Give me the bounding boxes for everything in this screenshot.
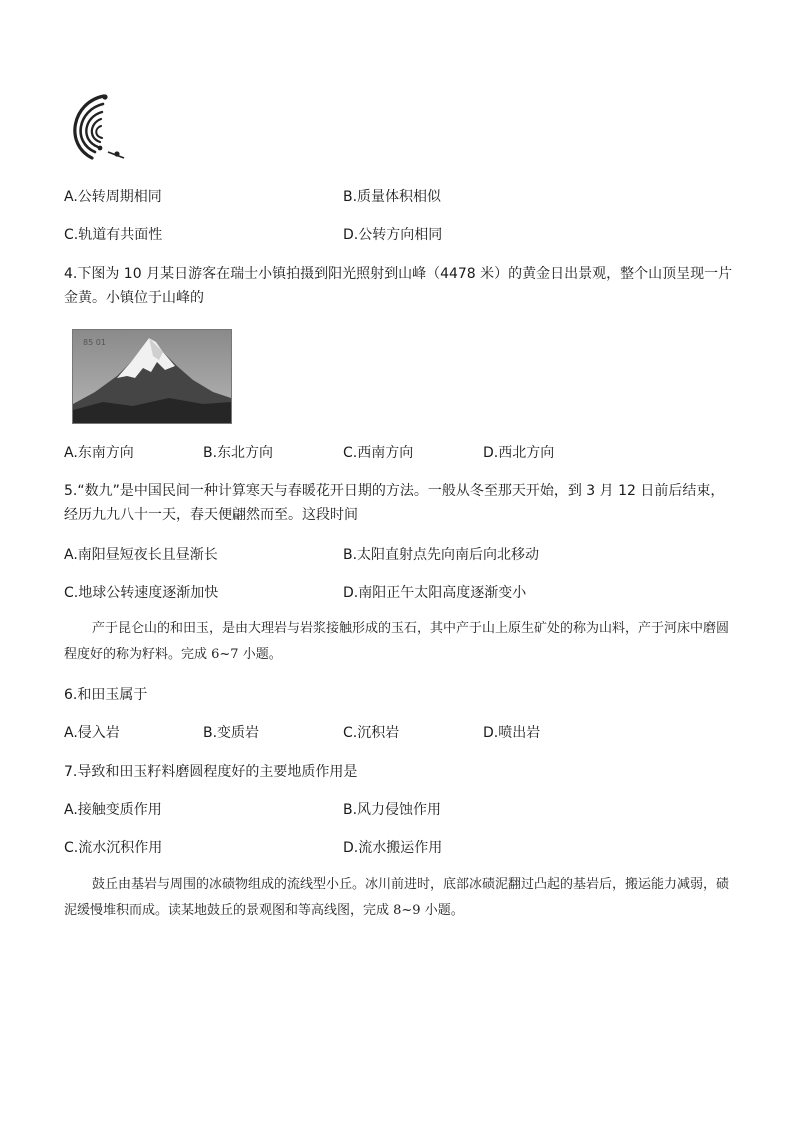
q6-option-a: A.侵入岩 xyxy=(64,725,120,741)
q7-option-a: A.接触变质作用 xyxy=(64,802,162,818)
q7-option-d: D.流水搬运作用 xyxy=(343,840,443,856)
passage-drumlin: 鼓丘由基岩与周围的冰碛物组成的流线型小丘。冰川前进时，底部冰碛泥翻过凸起的基岩后，搬运能力减弱，碛泥缓慢堆积而成。读某地鼓丘的景观图和等高线图，完成 8~9 小题。 xyxy=(64,877,730,918)
q6-option-d: D.喷出岩 xyxy=(483,725,541,741)
q5-option-c: C.地球公转速度逐渐加快 xyxy=(64,585,219,601)
q5-option-a: A.南阳昼短夜长且昼渐长 xyxy=(64,547,218,563)
q5-option-b: B.太阳直射点先向南后向北移动 xyxy=(343,547,540,563)
q3-option-a: A.公转周期相同 xyxy=(64,189,162,205)
mountain-photo xyxy=(72,329,232,424)
q7-stem: 7.导致和田玉籽料磨圆程度好的主要地质作用是 xyxy=(64,764,358,780)
q4-option-a: A.东南方向 xyxy=(64,445,134,461)
passage-hetian-jade: 产于昆仑山的和田玉，是由大理岩与岩浆接触形成的玉石，其中产于山上原生矿处的称为山料，产于河床中磨圆程度好的称为籽料。完成 6~7 小题。 xyxy=(64,621,730,662)
q4-option-b: B.东北方向 xyxy=(203,445,274,461)
planet-orbit-figure xyxy=(64,92,130,164)
photo-annotation: 85 01 xyxy=(83,338,106,347)
q6-option-c: C.沉积岩 xyxy=(343,725,400,741)
q7-option-b: B.风力侵蚀作用 xyxy=(343,802,442,818)
q7-option-c: C.流水沉积作用 xyxy=(64,840,163,856)
q3-option-c: C.轨道有共面性 xyxy=(64,227,163,243)
q4-option-d: D.西北方向 xyxy=(483,445,555,461)
q4-option-c: C.西南方向 xyxy=(343,445,414,461)
q3-option-b: B.质量体积相似 xyxy=(343,189,442,205)
q6-stem: 6.和田玉属于 xyxy=(64,687,148,703)
q3-option-d: D.公转方向相同 xyxy=(343,227,443,243)
q6-option-b: B.变质岩 xyxy=(203,725,260,741)
q4-stem: 4.下图为 10 月某日游客在瑞士小镇拍摄到阳光照射到山峰（4478 米）的黄金日出景观，整个山顶呈现一片金黄。小镇位于山峰的 xyxy=(64,266,733,306)
q5-stem: 5.“数九”是中国民间一种计算寒天与春暖花开日期的方法。一般从冬至那天开始，到 3 月 12 日前后结束，经历九九八十一天，春天便翩然而至。这段时间 xyxy=(64,483,725,523)
q5-option-d: D.南阳正午太阳高度逐渐变小 xyxy=(343,585,527,601)
